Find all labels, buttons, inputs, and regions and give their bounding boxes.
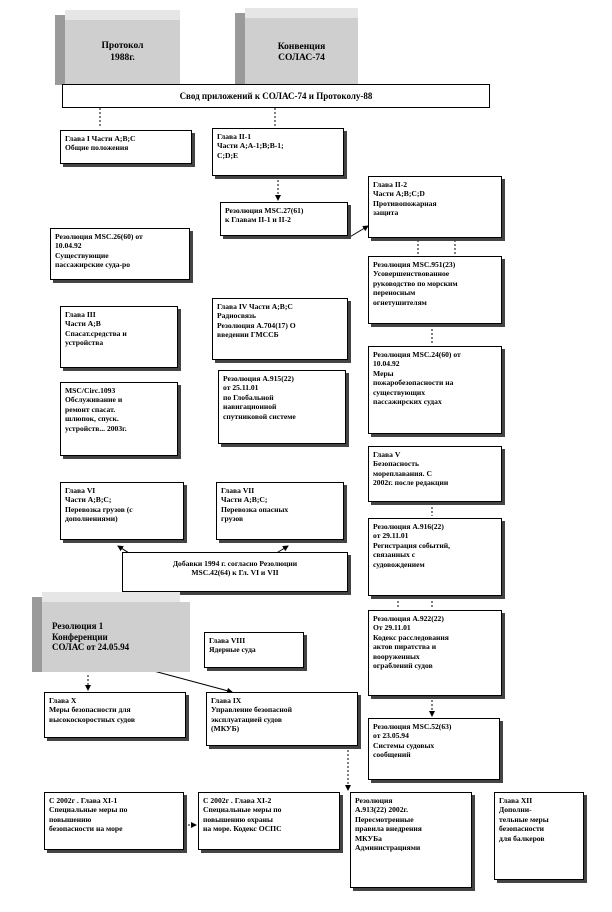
chapter-8-box: Глава VIII Ядерные суда (204, 632, 304, 668)
a-913-box: Резолюция А.913(22) 2002г. Пересмотренные правила внедрения МКУБа Администрациями (350, 792, 472, 888)
chapter-11-1-box: С 2002г . Глава XI-1 Специальные меры по повышению безопасности на море (44, 792, 184, 850)
chapter-5-box: Глава V Безопасность мореплавания. С 2002г. после редакции (368, 446, 502, 502)
consolidated-title: Свод приложений к СОЛАС-74 и Протоколу-88 (62, 84, 490, 108)
circ-1093-box: MSC/Circ.1093 Обслуживание и ремонт спасат. шлюпок, спуск. устройств... 2003г. (60, 382, 178, 456)
msc-951-box: Резолюция MSC.951(23) Усовершенствованное руководство по морским переносным огнетушителям (368, 256, 502, 324)
msc-52-box: Резолюция MSC.52(63) от 23.05.94 Системы судовых сообщений (368, 718, 500, 780)
additions-1994-box: Добавки 1994 г. согласно Резолюции MSC.42(64) к Гл. VI и VII (122, 552, 348, 592)
msc-27-box: Резолюция MSC.27(61) к Главам II-1 и II-2 (220, 202, 348, 236)
chapter-10-box: Глава X Меры безопасности для высокоскоростных судов (44, 692, 186, 738)
chapter-2-2-box: Глава II-2 Части А;В;С;D Противопожарная защита (368, 176, 502, 238)
conference-block (32, 592, 180, 672)
chapter-6-box: Глава VI Части А;В;С; Перевозка грузов (с дополнениями) (60, 482, 184, 540)
a-916-box: Резолюция А.916(22) от 29.11.01 Регистрация событий, связанных с судовождением (368, 518, 502, 596)
a-922-box: Резолюция А.922(22) От 29.11.01 Кодекс расследования актов пиратства и вооруженных ограблений судов (368, 610, 502, 696)
msc-26-left-box: Резолюция MSC.26(60) от 10.04.92 Существующие пассажирские суда-ро (50, 228, 190, 280)
chapter-4-box: Глава IV Части А;В;С Радиосвязь Резолюция А.704(17) О введении ГМССБ (212, 298, 348, 360)
chapter-7-box: Глава VII Части А;В;С; Перевозка опасных грузов (216, 482, 344, 540)
convention-label: Конвенция СОЛАС-74 (245, 18, 358, 88)
protocol-block (55, 10, 180, 85)
a-915-box: Резолюция А.915(22) от 25.11.01 по Глобальной навигационной спутниковой системе (218, 370, 346, 444)
conference-label: Резолюция 1 Конференции СОЛАС от 24.05.94 (42, 602, 190, 672)
chapter-11-2-box: С 2002г . Глава XI-2 Специальные меры по повышению охраны на море. Кодекс ОСПС (198, 792, 340, 850)
chapter-3-box: Глава III Части А;В Спасат.средства и устройства (60, 306, 178, 368)
chapter-9-box: Глава IX Управление безопасной эксплуатацией судов (МКУБ) (206, 692, 358, 746)
chapter-1-box: Глава I Части А;В;С Общие положения (60, 130, 192, 164)
msc-24-box: Резолюция MSC.24(60) от 10.04.92 Меры пожаробезопасности на существующих пассажирских судах (368, 346, 502, 434)
protocol-label: Протокол 1988г. (65, 20, 180, 85)
convention-block (235, 8, 358, 88)
chapter-12-box: Глава XII Дополни- тельные меры безопасности для балкеров (494, 792, 584, 880)
chapter-2-1-box: Глава II-1 Части А;А-1;В;В-1; С;D;Е (212, 128, 344, 176)
